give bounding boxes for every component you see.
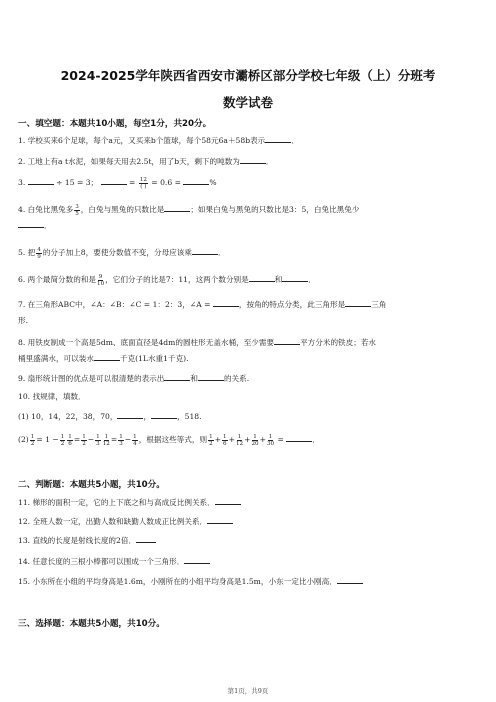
answer-blank[interactable] (265, 134, 291, 143)
fraction: $\frac{12}{( )}$ (139, 176, 147, 190)
fraction: $\frac{1}{3}$ (119, 433, 123, 447)
operator: − (87, 435, 95, 444)
question-8-cont: 桶里盛满水，可以装水 千克(1L水重1千克). (18, 354, 189, 363)
question-14: 14. 任意长度的三根小棒都可以围成一个三角形． (18, 555, 474, 568)
fraction: $\frac{1}{4}$ (133, 433, 137, 447)
answer-blank[interactable] (184, 555, 210, 564)
answer-blank[interactable] (164, 372, 190, 381)
fraction: $\frac{1}{3}$ (96, 433, 100, 447)
question-10-1: (1) 10，14，22，38，70， ， ，518. (18, 412, 202, 421)
operator: + (244, 435, 251, 444)
question-15: 15. 小东所在小组的平均身高是1.6m，小刚所在的小组平均身高是1.5m，小东一定比小刚高． (18, 575, 474, 588)
question-13: 13. 直线的长度是射线长度的2倍． (18, 534, 474, 547)
answer-blank[interactable] (345, 298, 371, 307)
question-6: 6. 两个最简分数的和是 $\frac{9}{10}$ ，它们分子的比是7：11，这两个数分别是 和 ． (18, 273, 316, 287)
answer-blank[interactable] (151, 410, 177, 419)
fraction: $\frac{1}{6}$ (223, 433, 227, 447)
pattern-equations (29, 433, 139, 447)
operator: = (73, 435, 81, 444)
answer-blank[interactable] (213, 298, 239, 307)
question-4: 4. 白兔比黑兔多 $\frac{3}{5}$ ，白兔与黑兔的只数比是 ；如果白兔与黑兔的只数比是3：5，白兔比黑兔少 (18, 203, 360, 217)
section-fill-heading: 一、填空题：本题共10小题，每空1分，共20分。 (18, 119, 212, 129)
answer-blank[interactable] (198, 372, 224, 381)
fraction: $\frac{1}{2}$ (30, 433, 35, 447)
operator: = 1 − (36, 435, 59, 444)
answer-blank[interactable] (18, 219, 44, 228)
fraction: $\frac{4}{9}$ (37, 246, 41, 260)
fraction: $\frac{1}{12}$ (102, 433, 110, 447)
series-sum (207, 433, 275, 447)
question-5: 5. 把 $\frac{4}{9}$ 的分子加上8，要使分数值不变，分母应该乘 ． (18, 246, 226, 260)
fraction: $\frac{1}{20}$ (251, 433, 259, 447)
fraction: $\frac{1}{6}$ (68, 433, 72, 447)
exam-title: 2024-2025学年陕西省西安市灞桥区部分学校七年级（上）分班考 (60, 68, 436, 83)
fraction: $\frac{1}{30}$ (266, 433, 275, 447)
question-12: 12. 全班人数一定，出勤人数和缺勤人数成正比例关系． (18, 515, 474, 528)
question-1: 1. 学校买来6个足球，每个a元，又买来b个篮球，每个58元6a＋58b表示 ． (18, 136, 299, 145)
question-8: 8. 用铁皮制成一个高是5dm、底面直径是4dm的圆柱形无盖水桶，至少需要 平方分米的铁皮；若水 (18, 338, 377, 347)
answer-blank[interactable] (183, 176, 209, 185)
fraction: $\frac{9}{10}$ (97, 273, 105, 287)
operator: + (228, 435, 235, 444)
answer-blank[interactable] (207, 515, 233, 524)
answer-blank[interactable] (282, 273, 308, 282)
answer-blank[interactable] (240, 155, 266, 164)
operator: + (259, 435, 266, 444)
question-3: 3. ÷ 15 = 3； = $\frac{12}{( )}$ = 0.6 = % (18, 176, 217, 190)
answer-blank[interactable] (274, 336, 300, 345)
answer-blank[interactable] (337, 575, 363, 584)
fraction: $\frac{1}{2}$ (82, 433, 86, 447)
answer-blank[interactable] (249, 273, 275, 282)
answer-blank[interactable] (286, 433, 312, 442)
operator: + (214, 435, 221, 444)
exam-subtitle: 数学试卷 (222, 95, 273, 110)
operator: = (110, 435, 118, 444)
question-10: 10. 找规律，填数． (18, 392, 86, 401)
question-9: 9. 扇形统计图的优点是可以很清楚的表示出 和 的关系. (18, 374, 250, 383)
fraction: $\frac{1}{2}$ (209, 433, 213, 447)
fraction: $\frac{1}{2}$ (60, 433, 65, 447)
question-7: 7. 在三角形ABC中，∠A：∠B：∠C = 1：2：3，∠A = ，按角的特点分类，此三角形是 三角 (18, 300, 387, 309)
question-2: 2. 工地上有a t水泥，如果每天用去2.5t，用了b天，剩下的吨数为 ． (18, 157, 274, 166)
answer-blank[interactable] (117, 410, 143, 419)
fraction: $\frac{1}{12}$ (235, 433, 244, 447)
answer-blank[interactable] (164, 203, 190, 212)
answer-blank[interactable] (215, 496, 241, 505)
answer-blank[interactable] (136, 534, 156, 543)
question-7-cont: 形. (18, 316, 29, 325)
answer-blank[interactable] (28, 176, 54, 185)
question-4-cont: ． (18, 219, 474, 232)
section-choice-heading: 三、选择题：本题共5小题，共10分。 (18, 619, 165, 629)
answer-blank[interactable] (101, 176, 127, 185)
answer-blank[interactable] (94, 352, 120, 361)
question-10-2: (2) $\frac{1}{2}$ = 1 − $\frac{1}{2}$ $\frac{1}{6}$ = $\frac{1}{2}$ − $\frac{1}{3}$ $\frac{1}{12}$ = $\frac{1}{3}$ − $\frac{1}{4}$ ，根据这些等式，则 $\frac{1}{2}$ + $\frac{1}{6}$ + $\frac{1}{12}$ + $\frac{1}{20}$ + $\frac{1}{30}$ = ． (18, 433, 320, 447)
page-footer: 第1页，共9页 (227, 687, 269, 695)
section-judge-heading: 二、判断题：本题共5小题，共10分。 (18, 480, 165, 490)
answer-blank[interactable] (192, 246, 218, 255)
operator: − (124, 435, 132, 444)
question-11: 11. 梯形的面积一定，它的上下底之和与高成反比例关系． (18, 496, 474, 509)
fraction: $\frac{3}{5}$ (75, 203, 79, 217)
